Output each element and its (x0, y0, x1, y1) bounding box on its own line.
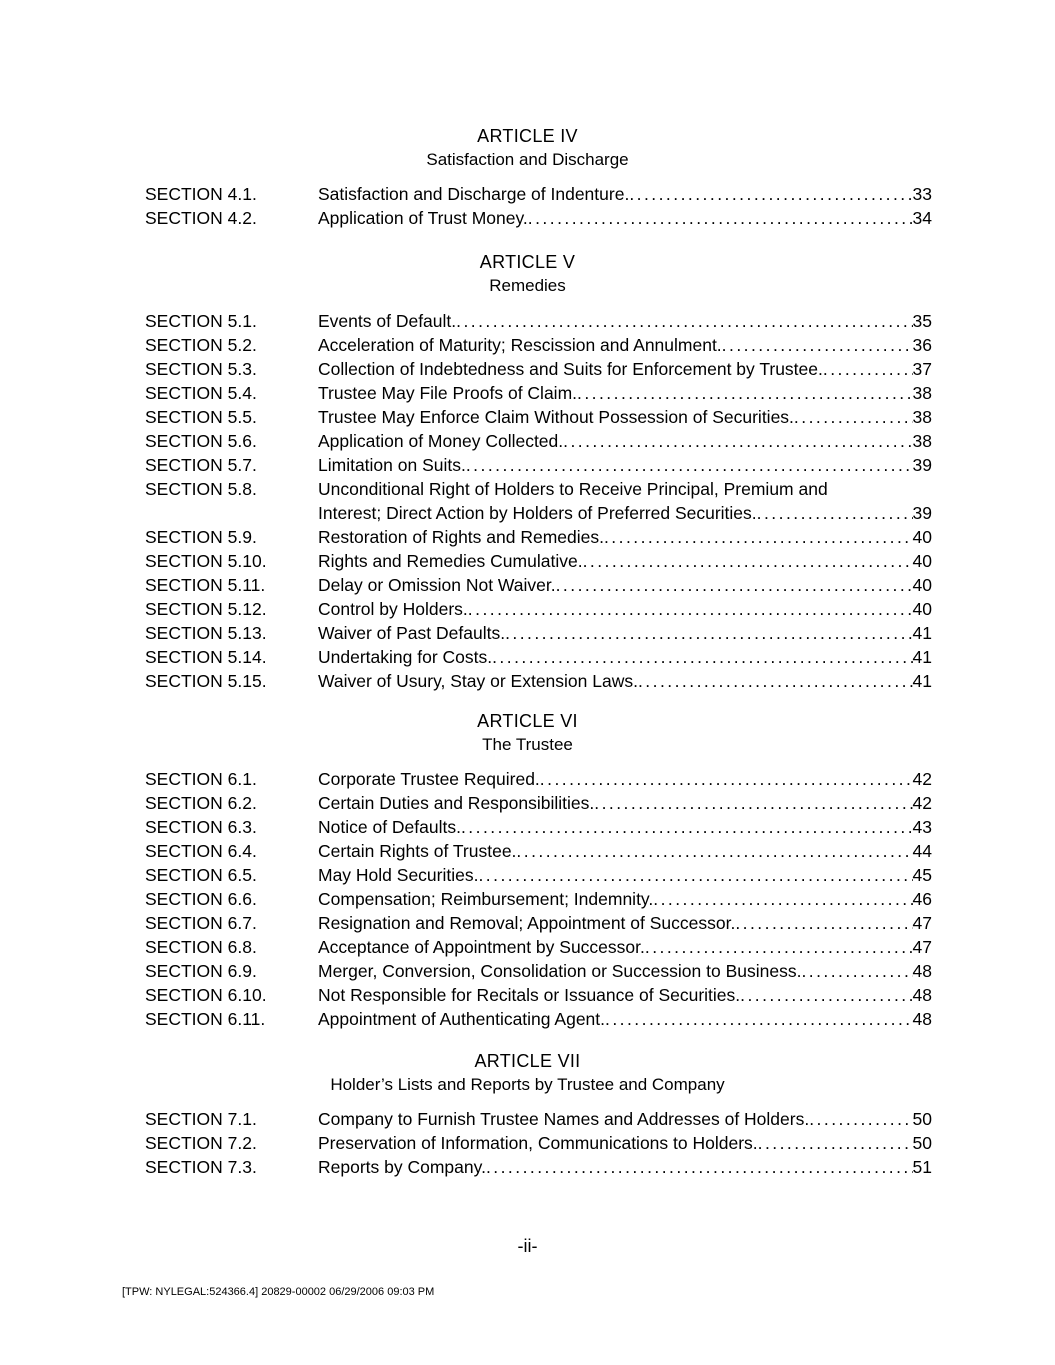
section-number: SECTION 5.6. (145, 431, 257, 451)
toc-entry[interactable] (145, 1107, 932, 1131)
page-ref: 44 (912, 841, 932, 861)
section-title: Trustee May File Proofs of Claim. (318, 383, 578, 403)
toc-entry[interactable] (145, 767, 932, 791)
section-title: Delay or Omission Not Waiver. (318, 575, 556, 595)
dot-leader (563, 429, 912, 453)
toc-entry[interactable] (145, 357, 932, 381)
dot-leader (556, 573, 913, 597)
page-ref: 38 (912, 431, 932, 451)
page-ref: 39 (912, 503, 932, 523)
toc-entry[interactable] (145, 621, 932, 645)
section-number: SECTION 6.7. (145, 913, 257, 933)
section-title: Reports by Company. (318, 1157, 486, 1177)
toc-entry[interactable] (145, 669, 932, 693)
article-heading (0, 124, 1055, 172)
section-number: SECTION 6.6. (145, 889, 257, 909)
page-ref: 40 (912, 599, 932, 619)
dot-leader (653, 887, 912, 911)
section-number: SECTION 5.1. (145, 311, 257, 331)
section-number: SECTION 6.8. (145, 937, 257, 957)
section-number: SECTION 5.14. (145, 647, 267, 667)
section-title: Not Responsible for Recitals or Issuance of Securities. (318, 985, 741, 1005)
section-number: SECTION 6.5. (145, 865, 257, 885)
article-title: The Trustee (482, 735, 573, 754)
toc-entry[interactable] (145, 815, 932, 839)
section-number: SECTION 5.7. (145, 455, 257, 475)
page-number: -ii- (517, 1236, 538, 1256)
toc-entry[interactable] (145, 182, 932, 206)
section-title: Appointment of Authenticating Agent. (318, 1009, 606, 1029)
dot-leader (740, 983, 912, 1007)
dot-leader (638, 669, 913, 693)
page-ref: 41 (912, 623, 932, 643)
toc-entry[interactable] (145, 645, 932, 669)
article-title: Satisfaction and Discharge (426, 150, 629, 169)
article-heading (0, 1049, 1055, 1097)
toc-entry[interactable] (145, 405, 932, 429)
section-title: Resignation and Removal; Appointment of Successor. (318, 913, 736, 933)
dot-leader (801, 959, 912, 983)
section-number: SECTION 6.2. (145, 793, 257, 813)
dot-leader (594, 791, 912, 815)
section-number: SECTION 5.4. (145, 383, 257, 403)
dot-leader (456, 309, 912, 333)
section-title: Events of Default. (318, 311, 457, 331)
dot-leader (577, 381, 913, 405)
page-ref: 35 (912, 311, 932, 331)
section-title: Interest; Direct Action by Holders of Preferred Securities. (318, 503, 757, 523)
section-number: SECTION 5.10. (145, 551, 267, 571)
page-ref: 37 (912, 359, 932, 379)
toc-entry[interactable] (145, 1155, 932, 1179)
page-ref: 39 (912, 455, 932, 475)
toc-entry[interactable] (145, 549, 932, 573)
section-number: SECTION 5.11. (145, 575, 266, 595)
section-number: SECTION 5.5. (145, 407, 257, 427)
page-ref: 40 (912, 527, 932, 547)
article-number: ARTICLE VII (474, 1051, 581, 1071)
toc-entry[interactable] (145, 983, 932, 1007)
section-number: SECTION 6.10. (145, 985, 267, 1005)
article-number: ARTICLE V (479, 252, 576, 272)
section-title: May Hold Securities. (318, 865, 479, 885)
toc-entry[interactable] (145, 863, 932, 887)
dot-leader (757, 501, 913, 525)
dot-leader (540, 767, 913, 791)
section-title: Preservation of Information, Communications to Holders. (318, 1133, 758, 1153)
toc-entry[interactable] (145, 309, 932, 333)
dot-leader (645, 935, 913, 959)
page-ref: 33 (912, 184, 932, 204)
dot-leader (478, 863, 912, 887)
toc-entry[interactable] (145, 911, 932, 935)
page-ref: 41 (912, 647, 932, 667)
toc-entry[interactable] (145, 887, 932, 911)
section-title: Compensation; Reimbursement; Indemnity. (318, 889, 654, 909)
dot-leader (505, 621, 912, 645)
page-ref: 48 (912, 985, 932, 1005)
section-title: Acceptance of Appointment by Successor. (318, 937, 645, 957)
dot-leader (794, 405, 913, 429)
dot-leader (722, 333, 913, 357)
section-title: Certain Duties and Responsibilities. (318, 793, 595, 813)
toc-entry[interactable] (145, 935, 932, 959)
page-ref: 41 (912, 671, 932, 691)
dot-leader (605, 1007, 913, 1031)
section-title: Waiver of Usury, Stay or Extension Laws. (318, 671, 638, 691)
section-title: Merger, Conversion, Consolidation or Succession to Business. (318, 961, 802, 981)
section-title: Undertaking for Costs. (318, 647, 493, 667)
article-heading (0, 250, 1055, 298)
article-title: Holder’s Lists and Reports by Trustee and Company (330, 1075, 725, 1094)
section-title: Company to Furnish Trustee Names and Addresses of Holders. (318, 1109, 810, 1129)
toc-section-list (145, 182, 932, 230)
section-title: Certain Rights of Trustee. (318, 841, 517, 861)
toc-entry[interactable] (145, 1131, 932, 1155)
toc-section-list (145, 767, 932, 1031)
page-ref: 38 (912, 407, 932, 427)
section-number: SECTION 4.2. (145, 208, 257, 228)
section-title: Application of Trust Money. (318, 208, 528, 228)
toc-entry[interactable] (145, 333, 932, 357)
dot-leader (583, 549, 913, 573)
dot-leader (823, 357, 913, 381)
section-number: SECTION 5.2. (145, 335, 257, 355)
section-number: SECTION 6.11. (145, 1009, 266, 1029)
section-number: SECTION 6.4. (145, 841, 257, 861)
page-ref: 47 (912, 937, 932, 957)
page-ref: 42 (912, 769, 932, 789)
section-title: Acceleration of Maturity; Rescission and Annulment. (318, 335, 722, 355)
dot-leader (461, 815, 913, 839)
section-title: Collection of Indebtedness and Suits for Enforcement by Trustee. (318, 359, 823, 379)
dot-leader (629, 182, 912, 206)
section-number: SECTION 6.9. (145, 961, 257, 981)
page-ref: 42 (912, 793, 932, 813)
toc-entry[interactable] (145, 206, 932, 230)
dot-leader (604, 525, 913, 549)
toc-entry[interactable] (145, 839, 932, 863)
section-title: Notice of Defaults. (318, 817, 461, 837)
section-title: Waiver of Past Defaults. (318, 623, 506, 643)
document-footer: [TPW: NYLEGAL:524366.4] 20829-00002 06/29/2006 09:03 PM (122, 1286, 435, 1298)
section-title: Application of Money Collected. (318, 431, 564, 451)
dot-leader (486, 1155, 913, 1179)
section-title: Satisfaction and Discharge of Indenture. (318, 184, 630, 204)
toc-entry[interactable] (145, 453, 932, 477)
section-title: Rights and Remedies Cumulative. (318, 551, 583, 571)
page-ref: 40 (912, 575, 932, 595)
dot-leader (466, 453, 913, 477)
section-number: SECTION 5.13. (145, 623, 267, 643)
page-ref: 36 (912, 335, 932, 355)
section-title-line1: Unconditional Right of Holders to Receive Principal, Premium and (318, 479, 828, 499)
toc-entry[interactable] (145, 573, 932, 597)
dot-leader (468, 597, 913, 621)
section-number: SECTION 6.1. (145, 769, 257, 789)
page-ref: 46 (912, 889, 932, 909)
section-number: SECTION 7.1. (145, 1109, 257, 1129)
section-number: SECTION 5.8. (145, 479, 257, 499)
toc-entry[interactable] (145, 1007, 932, 1031)
page-ref: 45 (912, 865, 932, 885)
toc-entry[interactable] (145, 959, 932, 983)
page-ref: 48 (912, 1009, 932, 1029)
section-number: SECTION 5.3. (145, 359, 257, 379)
section-number: SECTION 4.1. (145, 184, 257, 204)
toc-section-list (145, 309, 932, 693)
article-title: Remedies (489, 276, 566, 295)
toc-entry[interactable] (145, 525, 932, 549)
page-ref: 51 (912, 1157, 932, 1177)
page-ref: 50 (912, 1133, 932, 1153)
page-ref: 43 (912, 817, 932, 837)
dot-leader (809, 1107, 912, 1131)
section-title: Trustee May Enforce Claim Without Possession of Securities. (318, 407, 794, 427)
toc-section-list (145, 1107, 932, 1179)
toc-entry[interactable] (145, 791, 932, 815)
article-number: ARTICLE IV (477, 126, 578, 146)
dot-leader (516, 839, 912, 863)
section-number: SECTION 6.3. (145, 817, 257, 837)
toc-entry[interactable] (145, 477, 932, 525)
section-title: Corporate Trustee Required. (318, 769, 540, 789)
toc-entry[interactable] (145, 429, 932, 453)
dot-leader (528, 206, 913, 230)
dot-leader (735, 911, 912, 935)
page-ref: 38 (912, 383, 932, 403)
dot-leader (492, 645, 912, 669)
article-number: ARTICLE VI (477, 711, 578, 731)
section-title: Restoration of Rights and Remedies. (318, 527, 604, 547)
toc-entry[interactable] (145, 597, 932, 621)
dot-leader (758, 1131, 913, 1155)
section-number: SECTION 7.3. (145, 1157, 257, 1177)
toc-entry[interactable] (145, 381, 932, 405)
page-ref: 48 (912, 961, 932, 981)
section-title: Control by Holders. (318, 599, 468, 619)
page-ref: 47 (912, 913, 932, 933)
section-number: SECTION 7.2. (145, 1133, 257, 1153)
section-number: SECTION 5.9. (145, 527, 257, 547)
section-title: Limitation on Suits. (318, 455, 466, 475)
page-ref: 34 (912, 208, 932, 228)
page-ref: 50 (912, 1109, 932, 1129)
article-heading (0, 709, 1055, 757)
section-number: SECTION 5.12. (145, 599, 267, 619)
page-ref: 40 (912, 551, 932, 571)
section-number: SECTION 5.15. (145, 671, 267, 691)
